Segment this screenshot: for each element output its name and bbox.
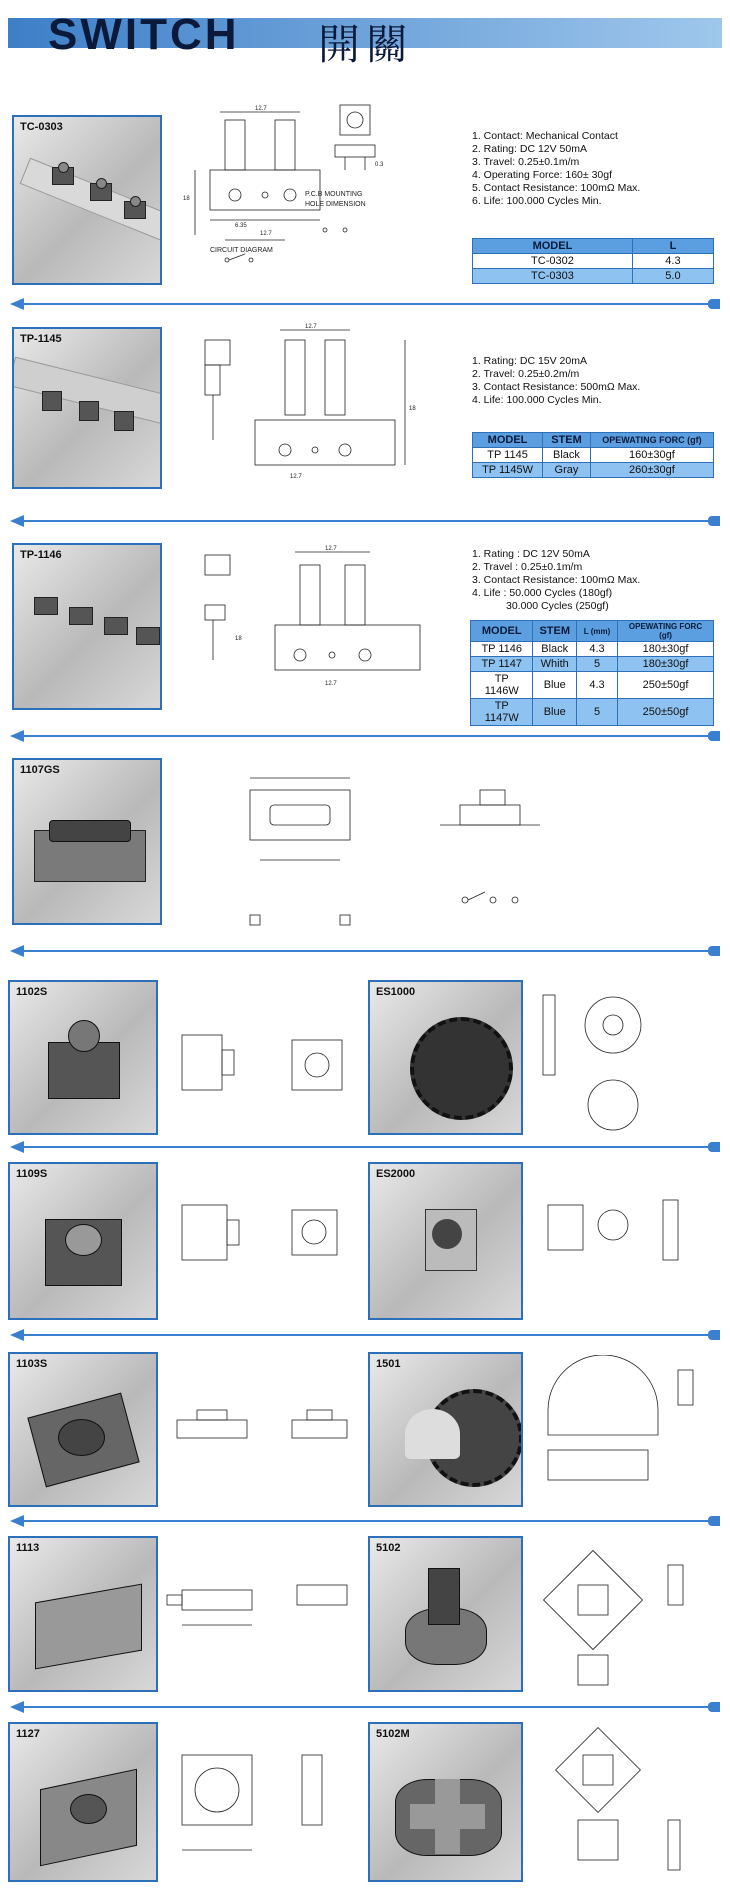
spec-list-tp1146 [472,548,640,613]
table-header: L [632,239,713,254]
table-cell: Whith [533,657,577,672]
table-cell: Blue [533,672,577,699]
spec-list-tc0303 [472,130,640,208]
product-photo-tp1145 [12,327,162,489]
svg-text:12.7: 12.7 [260,231,272,237]
table-header: STEM [533,621,577,642]
product-label: 5102M [376,1728,410,1740]
table-row [471,672,714,699]
table-cell: 180±30gf [618,657,714,672]
product-label: 1107GS [20,764,60,776]
spec-line: 1. Rating : DC 12V 50mA [472,548,590,560]
technical-drawing-tp1145 [175,320,460,500]
table-cell: 5.0 [632,269,713,284]
svg-text:CIRCUIT DIAGRAM: CIRCUIT DIAGRAM [210,247,273,254]
spec-table-tp1146 [470,620,714,726]
table-cell: Black [543,448,591,463]
section-divider [12,1706,718,1708]
table-header: STEM [543,433,591,448]
product-photo-1102s [8,980,158,1135]
svg-text:12.7: 12.7 [305,324,317,330]
product-label: ES1000 [376,986,416,998]
page-title-chinese: 開關 [318,20,415,69]
product-label: TP-1145 [20,333,62,345]
section-divider [12,303,718,305]
technical-drawing-tc0303 [175,100,460,295]
spec-line: 4. Life : 50.000 Cycles (180gf) [472,587,613,599]
table-row [473,254,714,269]
pcb-label-1: P.C.B MOUNTING [305,191,363,198]
svg-text:12.7: 12.7 [325,681,337,687]
table-cell: 4.3 [577,672,618,699]
pcb-label-2: HOLE DIMENSION [305,201,366,208]
section-divider [12,1334,718,1336]
table-header: OPEWATING FORC (gf) [618,621,714,642]
spec-table-tp1145 [472,432,714,478]
spec-line: 6. Life: 100.000 Cycles Min. [472,195,602,207]
table-row [471,642,714,657]
spec-line: 2. Travel : 0.25±0.1m/m [472,561,583,573]
table-row [473,448,714,463]
svg-text:6.35: 6.35 [235,223,247,229]
svg-text:12.7: 12.7 [290,474,302,480]
product-label: 5102 [376,1542,401,1554]
product-label: ES2000 [376,1168,416,1180]
table-cell: 5 [577,699,618,726]
product-label: 1113 [16,1542,40,1554]
technical-drawing-es1000 [528,980,708,1140]
technical-drawing-1127 [162,1735,362,1885]
table-header: OPEWATING FORC (gf) [590,433,713,448]
table-row [473,463,714,478]
svg-text:18: 18 [183,196,190,202]
technical-drawing-es2000 [528,1180,708,1320]
product-photo-tc0303 [12,115,162,285]
table-cell: Blue [533,699,577,726]
product-label: 1103S [16,1358,48,1370]
page-title: SWITCH [48,10,240,59]
product-label: 1102S [16,986,48,998]
table-header: L (mm) [577,621,618,642]
product-photo-tp1146 [12,543,162,710]
product-photo-1127 [8,1722,158,1882]
technical-drawing-1501 [528,1355,708,1510]
table-cell: TP 1145 [473,448,543,463]
product-label: TP-1146 [20,549,62,561]
table-cell: TP 1147W [471,699,533,726]
svg-text:18: 18 [409,406,416,412]
technical-drawing-1107gs [225,760,645,940]
table-cell: Gray [543,463,591,478]
product-photo-1107gs [12,758,162,925]
technical-drawing-5102m [528,1725,708,1885]
product-photo-5102 [368,1536,523,1692]
technical-drawing-5102 [528,1545,708,1695]
table-cell: TC-0302 [473,254,633,269]
table-row [471,657,714,672]
table-cell: 4.3 [632,254,713,269]
spec-table-tc0303 [472,238,714,284]
technical-drawing-tp1146 [175,540,460,720]
table-cell: TP 1146W [471,672,533,699]
table-cell: 260±30gf [590,463,713,478]
product-photo-es1000 [368,980,523,1135]
technical-drawing-1102s [172,1020,362,1120]
spec-line: 2. Travel: 0.25±0.2m/m [472,368,580,380]
technical-drawing-1103s [162,1395,362,1485]
section-divider [12,1146,718,1148]
spec-line: 3. Contact Resistance: 100mΩ Max. [472,574,641,586]
table-cell: 180±30gf [618,642,714,657]
table-cell: 250±50gf [618,672,714,699]
product-label: 1501 [376,1358,401,1370]
section-divider [12,520,718,522]
product-photo-1113 [8,1536,158,1692]
product-photo-1109s [8,1162,158,1320]
table-row [473,269,714,284]
table-cell: TP 1146 [471,642,533,657]
product-label: 1109S [16,1168,48,1180]
table-header: MODEL [471,621,533,642]
table-header: MODEL [473,239,633,254]
product-photo-1103s [8,1352,158,1507]
product-label: 1127 [16,1728,40,1740]
spec-list-tp1145 [472,355,640,407]
spec-line: 2. Rating: DC 12V 50mA [472,143,587,155]
table-cell: 160±30gf [590,448,713,463]
table-cell: Black [533,642,577,657]
section-divider [12,950,718,952]
spec-line: 3. Contact Resistance: 500mΩ Max. [472,381,641,393]
section-divider [12,1520,718,1522]
table-cell: 4.3 [577,642,618,657]
table-cell: 5 [577,657,618,672]
product-photo-1501 [368,1352,523,1507]
spec-line: 1. Contact: Mechanical Contact [472,130,618,142]
technical-drawing-1113 [162,1570,362,1670]
spec-line: 3. Travel: 0.25±0.1m/m [472,156,580,168]
table-cell: 250±50gf [618,699,714,726]
spec-line: 4. Life: 100.000 Cycles Min. [472,394,602,406]
spec-line: 5. Contact Resistance: 100mΩ Max. [472,182,641,194]
table-header: MODEL [473,433,543,448]
spec-line: 1. Rating: DC 15V 20mA [472,355,587,367]
technical-drawing-1109s [172,1190,362,1300]
product-label: TC-0303 [20,121,63,133]
product-photo-5102m [368,1722,523,1882]
table-cell: TC-0303 [473,269,633,284]
product-photo-es2000 [368,1162,523,1320]
svg-text:12.7: 12.7 [255,106,267,112]
page-header [8,8,722,69]
table-cell: TP 1145W [473,463,543,478]
svg-text:12.7: 12.7 [325,546,337,552]
svg-text:0.3: 0.3 [375,162,384,168]
spec-line: 30.000 Cycles (250gf) [506,600,609,612]
svg-text:18: 18 [235,636,242,642]
table-row [471,699,714,726]
section-divider [12,735,718,737]
table-cell: TP 1147 [471,657,533,672]
spec-line: 4. Operating Force: 160± 30gf [472,169,613,181]
